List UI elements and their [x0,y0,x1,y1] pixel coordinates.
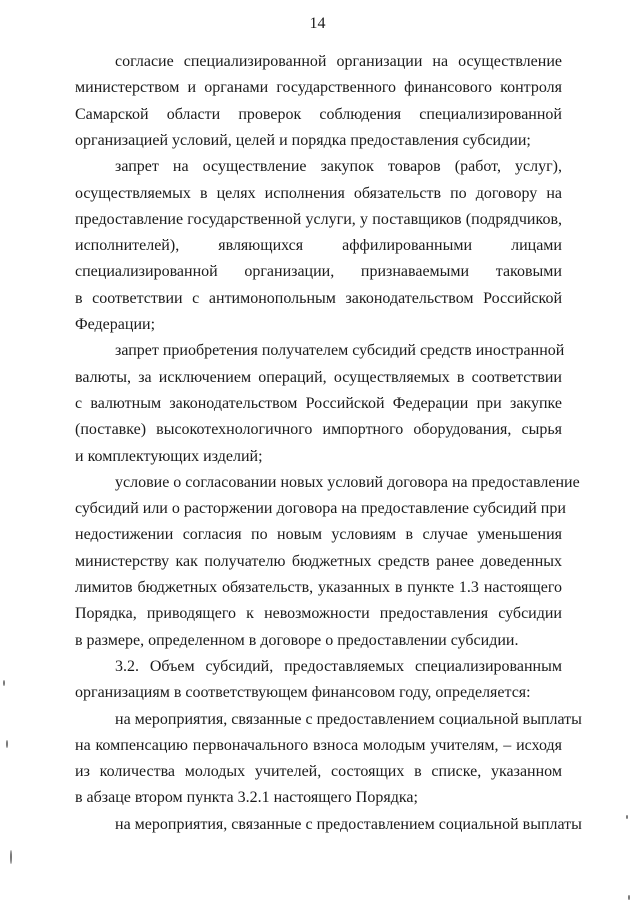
text-line: запрет на осуществление закупок товаров (работ, услуг), [115,158,562,176]
text-line: валюты, за исключением операций, осуществляемых в соответствии [75,368,562,386]
page-number: 14 [309,15,326,32]
text-line: запрет приобретения получателем субсидий средств иностранной [115,342,565,360]
text-line: на мероприятия, связанные с предоставлением социальной выплаты [115,815,582,833]
text-line: лимитов бюджетных обязательств, указанных в пункте 1.3 настоящего [75,579,562,596]
scan-artifact [10,850,12,864]
text-line: (поставке) высокотехнологичного импортного оборудования, сырья [75,421,562,439]
scan-artifact [6,740,8,748]
text-line: недостижении согласия по новым условиям в случае уменьшения [75,526,562,544]
text-line: министерству как получателю бюджетных средств ранее доведенных [75,552,562,570]
text-line: Порядка, приводящего к невозможности предоставления субсидии [75,605,562,623]
text-line: согласие специализированной организации на осуществление [115,53,562,70]
text-line: из количества молодых учителей, состоящих в списке, указанном [75,763,562,781]
text-line: специализированной организации, признаваемыми таковыми [75,263,562,281]
text-line: субсидий или о расторжении договора на предоставление субсидий при [75,500,566,518]
text-line: министерством и органами государственного финансового контроля [75,79,562,97]
text-line: осуществляемых в целях исполнения обязательств по договору на [75,184,562,202]
scan-artifact [628,895,630,900]
text-line: на компенсацию первоначального взноса молодым учителям, – исходя [75,736,562,754]
text-line: на мероприятия, связанные с предоставлением социальной выплаты [115,710,582,728]
text-line: Самарской области проверок соблюдения специализированной [75,105,562,123]
text-line: исполнителей), являющихся аффилированными лицами [75,237,562,255]
scan-artifact [626,815,628,819]
text-line: с валютным законодательством Российской Федерации при закупке [75,394,562,412]
scan-artifact [3,680,5,686]
text-line: предоставление государственной услуги, у поставщиков (подрядчиков, [75,210,562,228]
text-line: 3.2. Объем субсидий, предоставляемых специализированным [115,657,562,675]
text-line: организациям в соответствующем финансовом году, определяется: [75,684,531,702]
text-line: в соответствии с антимонопольным законодательством Российской [75,289,562,307]
text-line: Федерации; [75,316,156,333]
text-line: в размере, определенном в договоре о предоставлении субсидии. [75,631,519,649]
text-line: условие о согласовании новых условий договора на предоставление [115,473,580,491]
text-line: организацией условий, целей и порядка предоставления субсидии; [75,131,531,149]
text-line: в абзаце втором пункта 3.2.1 настоящего Порядка; [75,789,418,807]
text-line: и комплектующих изделий; [75,447,263,465]
